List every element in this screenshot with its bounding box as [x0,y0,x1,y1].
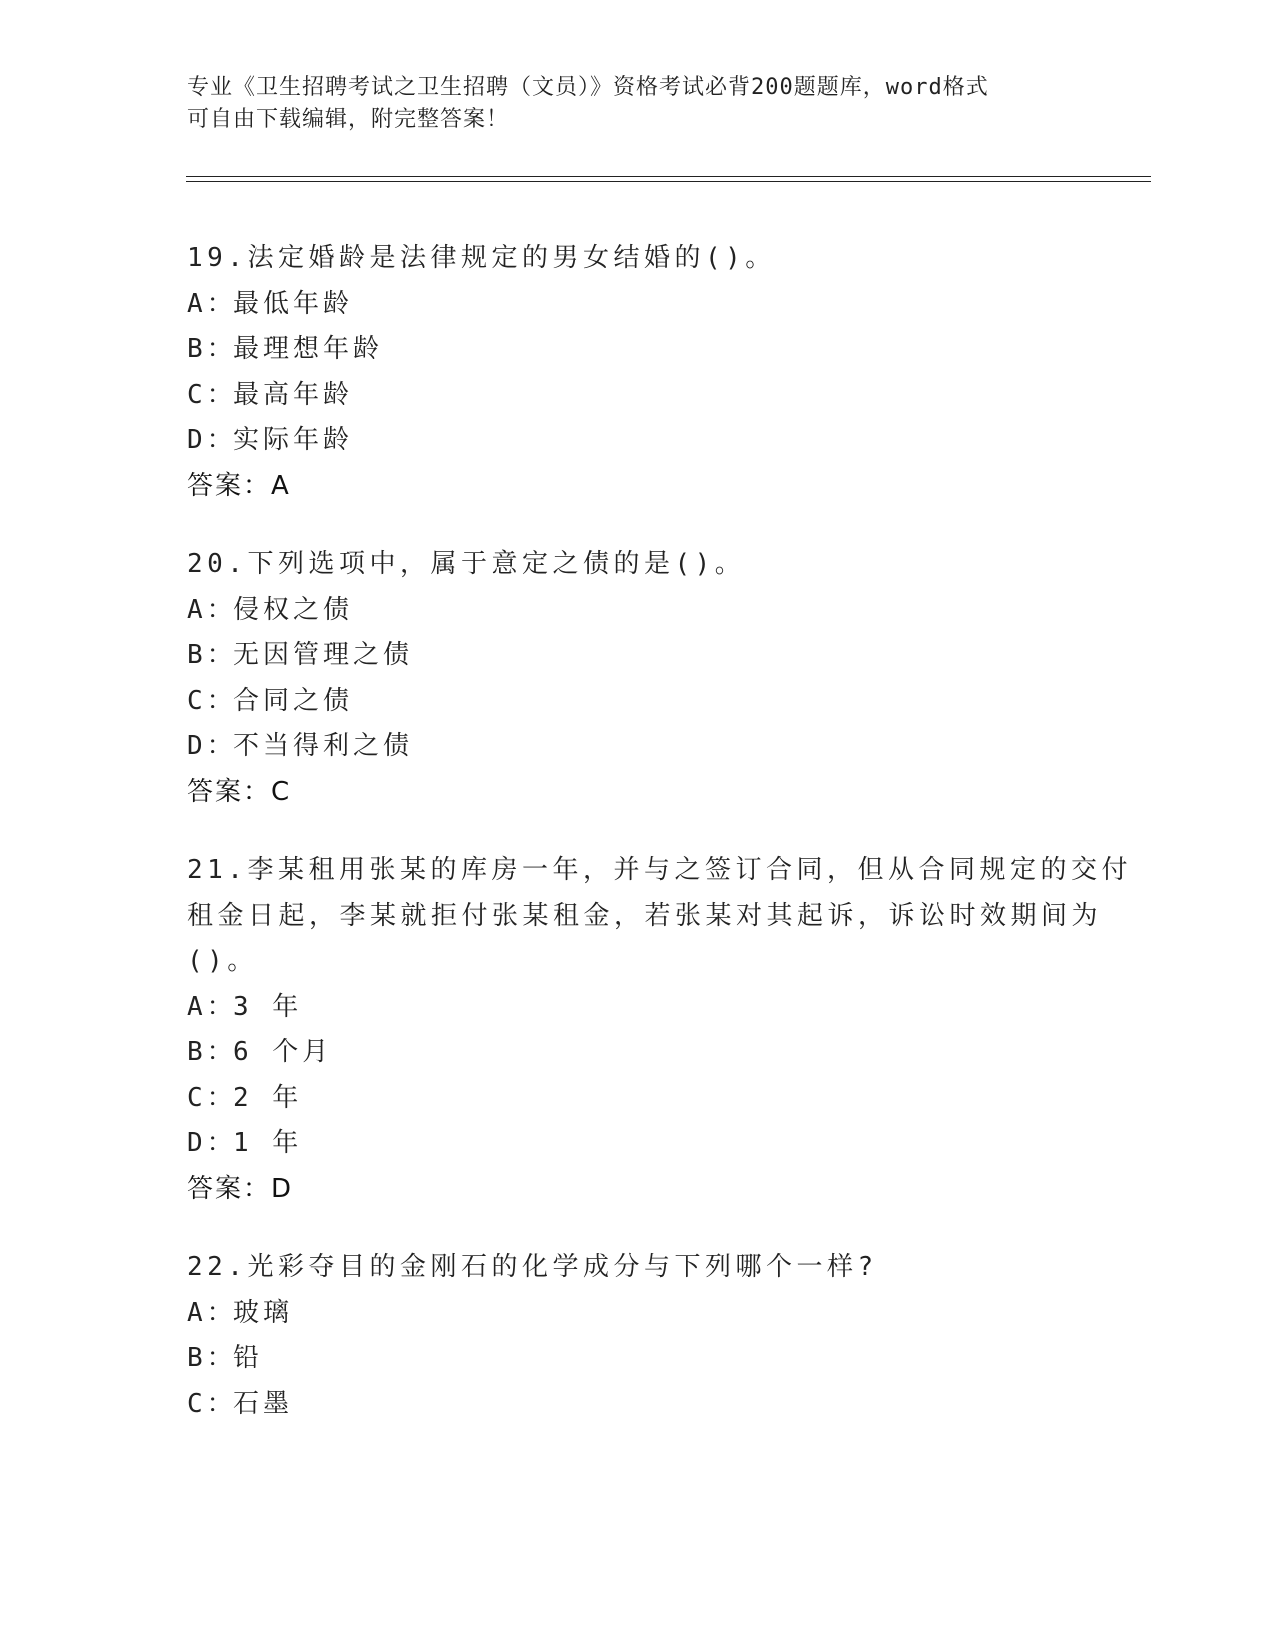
option-text: 铅 [233,1343,264,1373]
option-key: C： [187,685,237,716]
answer-key: 答案：D [187,1173,294,1204]
document-header [187,72,1067,136]
answer-option [187,1336,1087,1382]
option-text: 最低年龄 [233,288,354,319]
option-key: A： [187,991,237,1022]
option-text: 石墨 [233,1388,294,1419]
option-text: 无因管理之债 [233,640,414,670]
question-stem-line: ()。 [187,946,258,976]
answer-option [187,1121,1087,1167]
answer-key: 答案：A [187,470,291,501]
header-line-2: 可自由下载编辑，附完整答案！ [187,107,510,132]
option-key: D： [187,731,237,761]
answer-option [187,282,1087,328]
option-key: A： [187,1297,237,1328]
question-block [187,1245,1087,1427]
option-key: B： [187,640,237,670]
option-key: C： [187,379,237,410]
question-block [187,236,1087,509]
option-key: B： [187,1037,237,1067]
option-text: 玻璃 [233,1297,294,1328]
option-text: 最理想年龄 [233,334,384,364]
question-list [187,236,1132,1460]
option-text: 不当得利之债 [233,731,414,761]
option-key: C： [187,1388,237,1419]
option-text: 3 年 [233,991,303,1022]
answer-key: 答案：C [187,776,292,807]
option-text: 1 年 [233,1128,303,1158]
option-key: D： [187,1128,237,1158]
answer-option [187,373,1087,419]
option-key: B： [187,1343,237,1373]
answer-option [187,418,1087,464]
answer-option [187,633,1087,679]
answer-option [187,327,1087,373]
question-stem-line: 21.李某租用张某的库房一年，并与之签订合同，但从合同规定的交付 [187,855,1132,885]
answer-option [187,1382,1087,1428]
option-key: D： [187,425,237,455]
answer-option [187,588,1087,634]
answer-option [187,1291,1087,1337]
question-block [187,542,1087,815]
header-divider-bottom [186,181,1151,182]
answer-option [187,724,1087,770]
option-key: B： [187,334,237,364]
header-line-1: 专业《卫生招聘考试之卫生招聘（文员）》资格考试必背200题题库，word格式 [187,75,989,100]
answer-option [187,985,1087,1031]
question-block [187,848,1132,1212]
option-text: 合同之债 [233,685,354,716]
question-stem-line: 22.光彩夺目的金刚石的化学成分与下列哪个一样? [187,1252,878,1282]
question-stem [187,1245,1087,1291]
option-text: 最高年龄 [233,379,354,410]
question-stem [187,848,1132,985]
question-stem [187,236,1087,282]
question-stem-line: 租金日起，李某就拒付张某租金，若张某对其起诉，诉讼时效期间为 [187,900,1103,931]
answer-option [187,1030,1087,1076]
question-stem-line: 20.下列选项中，属于意定之债的是()。 [187,549,746,579]
header-divider-top [186,176,1151,177]
question-stem [187,542,1087,588]
option-text: 实际年龄 [233,425,354,455]
question-stem-line: 19.法定婚龄是法律规定的男女结婚的()。 [187,243,776,273]
option-key: C： [187,1082,237,1113]
option-key: A： [187,288,237,319]
option-text: 2 年 [233,1082,303,1113]
option-text: 6 个月 [233,1037,333,1067]
option-text: 侵权之债 [233,594,354,625]
answer-option [187,1076,1087,1122]
answer-option [187,679,1087,725]
option-key: A： [187,594,237,625]
